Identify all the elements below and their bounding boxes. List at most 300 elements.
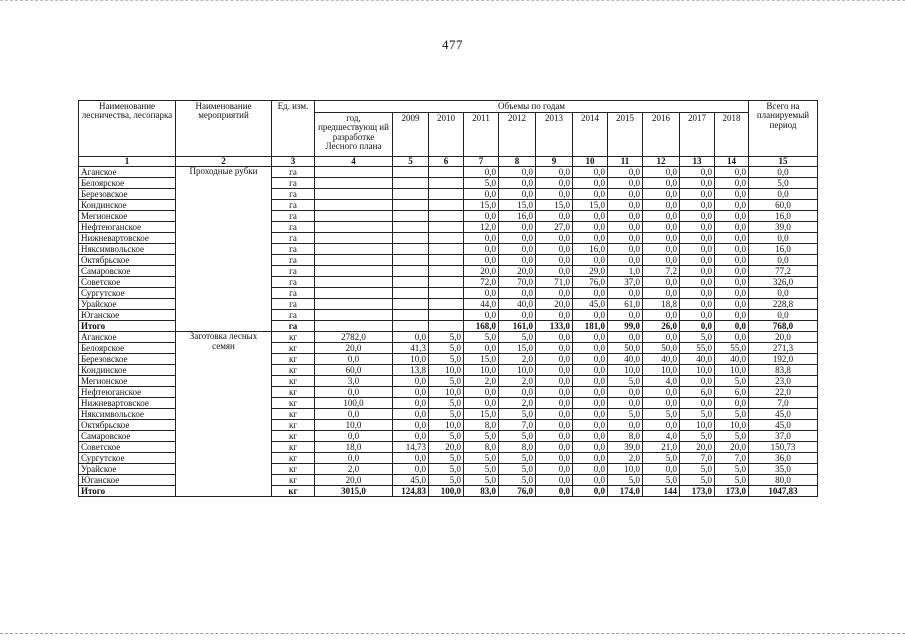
header-year: 2013 [536,113,573,157]
value-cell: 0,0 [464,167,499,178]
unit-cell: га [272,200,315,211]
value-cell: 0,0 [608,310,643,321]
value-cell: 10,0 [429,387,464,398]
total-cell: 0,0 [749,233,818,244]
activity-name: Заготовка лесных семян [176,332,272,497]
value-cell: 5,0 [680,332,715,343]
unit-cell: га [272,167,315,178]
column-number: 9 [536,157,573,167]
forestry-name: Советское [79,277,176,288]
value-cell: 0,0 [536,178,573,189]
value-cell: 2,0 [499,354,536,365]
value-cell: 0,0 [608,288,643,299]
value-cell: 5,0 [715,376,749,387]
unit-cell: кг [272,486,315,497]
value-cell: 0,0 [464,288,499,299]
header-year: 2018 [715,113,749,157]
value-cell: 5,0 [464,464,499,475]
total-cell: 0,0 [749,310,818,321]
value-cell: 5,0 [429,343,464,354]
value-cell: 5,0 [429,453,464,464]
value-cell: 0,0 [393,464,429,475]
value-cell: 5,0 [429,464,464,475]
value-cell: 0,0 [643,178,680,189]
unit-cell: га [272,310,315,321]
total-cell: 39,0 [749,222,818,233]
value-cell: 0,0 [643,387,680,398]
value-cell: 0,0 [608,244,643,255]
forestry-name: Мегионское [79,211,176,222]
forestry-name: Нижневартовское [79,398,176,409]
value-cell: 0,0 [643,310,680,321]
total-cell: 60,0 [749,200,818,211]
value-cell: 0,0 [393,409,429,420]
column-number: 2 [176,157,272,167]
header-unit: Ед. изм. [272,101,315,157]
value-cell: 5,0 [680,475,715,486]
value-cell: 15,0 [499,200,536,211]
value-cell: 0,0 [643,189,680,200]
unit-cell: кг [272,475,315,486]
value-cell: 100,0 [315,398,393,409]
value-cell: 0,0 [536,167,573,178]
value-cell: 0,0 [573,475,608,486]
value-cell: 70,0 [499,277,536,288]
unit-cell: га [272,255,315,266]
value-cell: 0,0 [499,310,536,321]
value-cell: 5,0 [680,464,715,475]
activity-name: Проходные рубки [176,167,272,332]
value-cell: 0,0 [608,420,643,431]
total-cell: 83,8 [749,365,818,376]
value-cell: 0,0 [573,178,608,189]
value-cell: 40,0 [715,354,749,365]
unit-cell: кг [272,464,315,475]
value-cell: 0,0 [536,233,573,244]
value-cell [393,321,429,332]
value-cell: 8,0 [464,420,499,431]
value-cell: 0,0 [715,299,749,310]
forestry-name: Няксимвольское [79,244,176,255]
value-cell: 0,0 [680,299,715,310]
header-activity: Наименование мероприятий [176,101,272,157]
value-cell: 10,0 [429,365,464,376]
value-cell: 0,0 [573,365,608,376]
value-cell: 40,0 [499,299,536,310]
value-cell: 27,0 [536,222,573,233]
value-cell: 0,0 [464,255,499,266]
value-cell: 45,0 [393,475,429,486]
value-cell: 5,0 [464,332,499,343]
value-cell: 0,0 [315,354,393,365]
value-cell [393,233,429,244]
value-cell: 0,0 [573,387,608,398]
unit-cell: кг [272,365,315,376]
value-cell [315,255,393,266]
value-cell: 0,0 [680,255,715,266]
value-cell: 10,0 [643,365,680,376]
value-cell: 0,0 [536,475,573,486]
value-cell: 0,0 [464,189,499,200]
value-cell [393,167,429,178]
value-cell: 0,0 [536,365,573,376]
value-cell: 0,0 [464,211,499,222]
value-cell: 161,0 [499,321,536,332]
value-cell: 0,0 [608,233,643,244]
total-cell: 0,0 [749,167,818,178]
value-cell: 5,0 [715,431,749,442]
value-cell: 15,0 [464,409,499,420]
column-number: 12 [643,157,680,167]
value-cell: 0,0 [536,387,573,398]
header-total: Всего на планируемый период [749,101,818,157]
value-cell: 5,0 [499,332,536,343]
value-cell: 5,0 [643,475,680,486]
value-cell: 20,0 [464,266,499,277]
value-cell: 0,0 [536,244,573,255]
value-cell [393,211,429,222]
value-cell [315,233,393,244]
value-cell: 0,0 [680,310,715,321]
value-cell [429,310,464,321]
header-year: 2011 [464,113,499,157]
forestry-name: Белоярское [79,343,176,354]
total-cell: 45,0 [749,420,818,431]
value-cell: 5,0 [464,453,499,464]
value-cell: 0,0 [608,200,643,211]
value-cell: 8,0 [499,442,536,453]
value-cell: 5,0 [680,431,715,442]
value-cell: 71,0 [536,277,573,288]
value-cell: 0,0 [715,310,749,321]
value-cell: 10,0 [680,365,715,376]
value-cell: 0,0 [536,420,573,431]
value-cell: 0,0 [608,178,643,189]
forestry-name: Итого [79,486,176,497]
value-cell [315,178,393,189]
value-cell: 5,0 [499,431,536,442]
value-cell: 0,0 [680,398,715,409]
value-cell: 0,0 [680,376,715,387]
value-cell: 0,0 [608,332,643,343]
value-cell: 0,0 [643,255,680,266]
header-volumes-by-year: Объемы по годам [315,101,749,113]
value-cell: 2,0 [499,376,536,387]
value-cell: 61,0 [608,299,643,310]
value-cell: 0,0 [608,222,643,233]
value-cell [393,255,429,266]
value-cell: 39,0 [608,442,643,453]
value-cell: 5,0 [715,409,749,420]
value-cell: 0,0 [715,178,749,189]
unit-cell: кг [272,409,315,420]
value-cell [393,200,429,211]
value-cell: 0,0 [536,332,573,343]
value-cell: 0,0 [573,222,608,233]
header-year: 2014 [573,113,608,157]
value-cell: 40,0 [608,354,643,365]
value-cell [429,266,464,277]
value-cell: 5,0 [643,409,680,420]
value-cell: 100,0 [429,486,464,497]
value-cell: 0,0 [499,387,536,398]
value-cell: 0,0 [573,464,608,475]
header-prev-year: год, предшествующ ий разработке Лесного плана [315,113,393,157]
total-cell: 16,0 [749,211,818,222]
total-cell: 150,73 [749,442,818,453]
value-cell: 0,0 [315,387,393,398]
value-cell: 50,0 [608,343,643,354]
value-cell [429,167,464,178]
value-cell: 5,0 [429,409,464,420]
value-cell: 10,0 [315,420,393,431]
value-cell: 0,0 [315,409,393,420]
value-cell: 5,0 [499,464,536,475]
value-cell: 0,0 [536,431,573,442]
forestry-name: Аганское [79,332,176,343]
value-cell [429,200,464,211]
value-cell [315,266,393,277]
value-cell [429,233,464,244]
value-cell: 0,0 [715,233,749,244]
value-cell: 45,0 [573,299,608,310]
value-cell [393,178,429,189]
value-cell: 0,0 [573,409,608,420]
value-cell: 5,0 [429,398,464,409]
value-cell: 0,0 [573,431,608,442]
unit-cell: га [272,288,315,299]
total-cell: 326,0 [749,277,818,288]
value-cell [429,244,464,255]
value-cell: 0,0 [536,486,573,497]
value-cell: 0,0 [499,178,536,189]
value-cell: 5,0 [429,431,464,442]
value-cell: 168,0 [464,321,499,332]
value-cell: 0,0 [573,343,608,354]
header-year: 2017 [680,113,715,157]
value-cell: 0,0 [680,200,715,211]
value-cell: 0,0 [573,189,608,200]
value-cell: 0,0 [573,486,608,497]
forestry-name: Белоярское [79,178,176,189]
forestry-name: Урайское [79,299,176,310]
value-cell: 15,0 [536,200,573,211]
unit-cell: кг [272,398,315,409]
value-cell: 0,0 [536,310,573,321]
value-cell: 0,0 [536,409,573,420]
value-cell: 7,0 [499,420,536,431]
unit-cell: га [272,222,315,233]
value-cell: 76,0 [499,486,536,497]
value-cell: 15,0 [499,343,536,354]
table-row [79,332,818,343]
value-cell: 20,0 [680,442,715,453]
value-cell: 0,0 [643,222,680,233]
value-cell: 7,0 [715,453,749,464]
value-cell: 10,0 [429,420,464,431]
value-cell: 5,0 [499,409,536,420]
total-cell: 0,0 [749,255,818,266]
header-year: 2009 [393,113,429,157]
unit-cell: кг [272,442,315,453]
header-year: 2015 [608,113,643,157]
column-number: 14 [715,157,749,167]
unit-cell: кг [272,453,315,464]
value-cell: 0,0 [715,321,749,332]
total-cell: 22,0 [749,387,818,398]
value-cell: 0,0 [608,255,643,266]
value-cell [315,200,393,211]
value-cell: 0,0 [643,420,680,431]
unit-cell: га [272,244,315,255]
value-cell: 0,0 [715,222,749,233]
value-cell: 10,0 [715,420,749,431]
value-cell [393,299,429,310]
value-cell: 2,0 [315,464,393,475]
value-cell [429,255,464,266]
value-cell: 18,8 [643,299,680,310]
value-cell: 173,0 [715,486,749,497]
value-cell: 173,0 [680,486,715,497]
value-cell: 0,0 [393,398,429,409]
value-cell [429,299,464,310]
column-number: 8 [499,157,536,167]
value-cell: 0,0 [643,332,680,343]
value-cell: 0,0 [643,200,680,211]
value-cell: 0,0 [573,211,608,222]
value-cell: 0,0 [499,233,536,244]
value-cell: 3015,0 [315,486,393,497]
forestry-name: Юганское [79,475,176,486]
value-cell: 0,0 [680,321,715,332]
value-cell: 8,0 [608,431,643,442]
value-cell: 0,0 [536,211,573,222]
value-cell: 55,0 [715,343,749,354]
value-cell: 0,0 [680,222,715,233]
total-cell: 7,0 [749,398,818,409]
total-cell: 23,0 [749,376,818,387]
value-cell: 5,0 [464,431,499,442]
value-cell: 7,2 [643,266,680,277]
value-cell: 60,0 [315,365,393,376]
column-number: 4 [315,157,393,167]
value-cell: 0,0 [499,167,536,178]
value-cell: 5,0 [464,178,499,189]
unit-cell: кг [272,332,315,343]
value-cell: 15,0 [573,200,608,211]
value-cell: 21,0 [643,442,680,453]
column-number: 1 [79,157,176,167]
value-cell: 0,0 [393,376,429,387]
value-cell: 13,8 [393,365,429,376]
value-cell: 0,0 [573,310,608,321]
value-cell: 2,0 [608,453,643,464]
value-cell: 4,0 [643,431,680,442]
value-cell: 0,0 [536,266,573,277]
forestry-name: Няксимвольское [79,409,176,420]
value-cell: 0,0 [643,211,680,222]
value-cell: 0,0 [573,398,608,409]
total-cell: 5,0 [749,178,818,189]
bottom-scan-edge [0,633,905,634]
value-cell: 5,0 [429,475,464,486]
value-cell [315,277,393,288]
value-cell [393,189,429,200]
total-cell: 35,0 [749,464,818,475]
value-cell: 0,0 [464,343,499,354]
value-cell [429,321,464,332]
value-cell: 0,0 [573,420,608,431]
value-cell: 15,0 [464,200,499,211]
value-cell: 0,0 [536,288,573,299]
value-cell: 0,0 [499,244,536,255]
table-row [79,167,818,178]
value-cell [429,277,464,288]
value-cell: 0,0 [393,387,429,398]
value-cell: 29,0 [573,266,608,277]
column-number: 10 [573,157,608,167]
value-cell: 20,0 [315,475,393,486]
value-cell: 174,0 [608,486,643,497]
value-cell: 10,0 [464,365,499,376]
total-cell: 0,0 [749,288,818,299]
value-cell: 10,0 [680,420,715,431]
forestry-name: Аганское [79,167,176,178]
value-cell [315,244,393,255]
total-cell: 16,0 [749,244,818,255]
value-cell: 0,0 [536,464,573,475]
value-cell: 0,0 [715,332,749,343]
forestry-name: Нефтеюганское [79,222,176,233]
value-cell: 0,0 [608,387,643,398]
forestry-name: Октябрьское [79,420,176,431]
unit-cell: га [272,178,315,189]
total-cell: 228,8 [749,299,818,310]
value-cell: 5,0 [715,464,749,475]
value-cell: 5,0 [429,332,464,343]
value-cell: 0,0 [608,398,643,409]
value-cell: 0,0 [499,288,536,299]
value-cell: 10,0 [608,464,643,475]
value-cell: 44,0 [464,299,499,310]
value-cell: 83,0 [464,486,499,497]
value-cell: 0,0 [715,398,749,409]
value-cell: 0,0 [643,233,680,244]
forestry-name: Урайское [79,464,176,475]
value-cell: 0,0 [393,332,429,343]
value-cell: 0,0 [536,442,573,453]
unit-cell: га [272,321,315,332]
value-cell: 0,0 [573,376,608,387]
total-cell: 45,0 [749,409,818,420]
value-cell: 10,0 [499,365,536,376]
total-cell: 36,0 [749,453,818,464]
forestry-name: Березовское [79,354,176,365]
unit-cell: га [272,233,315,244]
total-cell: 80,0 [749,475,818,486]
value-cell: 16,0 [573,244,608,255]
value-cell: 2782,0 [315,332,393,343]
value-cell: 0,0 [715,277,749,288]
value-cell: 0,0 [608,167,643,178]
value-cell: 0,0 [464,398,499,409]
value-cell [315,222,393,233]
value-cell: 99,0 [608,321,643,332]
value-cell: 0,0 [464,310,499,321]
value-cell: 7,0 [680,453,715,464]
column-number: 3 [272,157,315,167]
column-number: 15 [749,157,818,167]
